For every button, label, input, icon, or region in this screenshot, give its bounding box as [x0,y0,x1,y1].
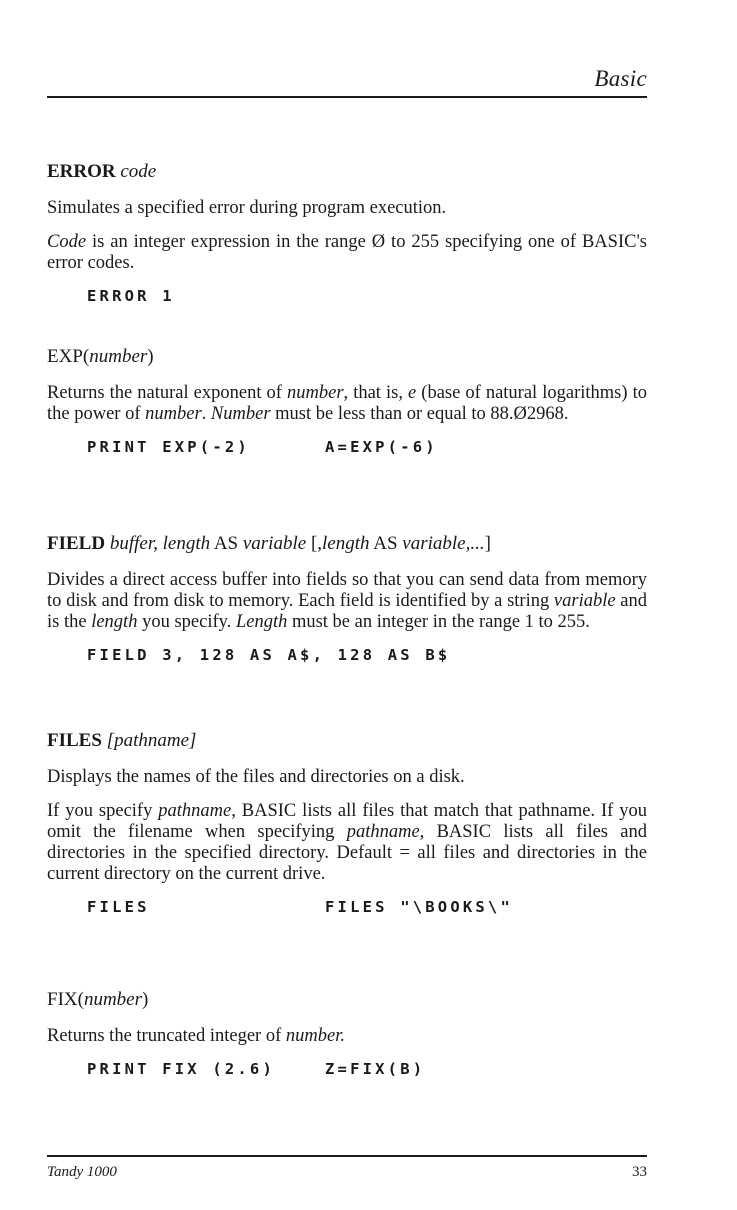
entry-fix [47,988,647,1079]
description: Returns the natural exponent of number, that is, e (base of natural logarithms) to the power of number. Number must be less than or equal to 88.Ø2968. [47,383,647,424]
code-example-row [47,897,647,917]
description: If you specify pathname, BASIC lists all files that match that pathname. If you omit the filename when specifying pathname, BASIC lists all files and directories in the specified directory. Default = all files and directories in the current directory on the current drive. [47,801,647,884]
entry-title-files: FILES [pathname] [47,730,197,751]
code-example: ERROR 1 [87,287,175,305]
code-example: A=EXP(-6) [325,438,438,456]
description: Simulates a specified error during program execution. [47,198,447,218]
argument: code [120,161,157,182]
running-header: Basic [594,66,647,91]
keyword: ERROR [47,161,116,182]
entry-title-exp: EXP(number) [47,346,154,367]
header-rule [47,96,647,98]
description: Divides a direct access buffer into fields so that you can send data from memory to disk and from disk to memory. Each field is identified by a string variable and is the length you specify. Length must be an integer in the range 1 to 255. [47,570,647,632]
code-example: FILES [87,898,150,916]
code-example: PRINT EXP(-2) [87,438,250,456]
page-number: 33 [632,1164,647,1180]
entry-files [47,729,647,917]
code-example-row [47,437,647,457]
entry-exp [47,345,647,457]
description: Displays the names of the files and directories on a disk. [47,767,465,787]
description: Code is an integer expression in the range Ø to 255 specifying one of BASIC's error codes. [47,232,647,273]
entry-title-fix: FIX(number) [47,989,149,1010]
code-example: Z=FIX(B) [325,1060,426,1078]
entry-field [47,532,647,665]
entry-error [47,160,647,306]
entry-title-error [47,160,647,184]
entry-title-field: FIELD buffer, length AS variable [,length AS variable,...] [47,533,491,554]
code-example: PRINT FIX (2.6) [87,1060,275,1078]
footer-title: Tandy 1000 [47,1164,117,1180]
footer-rule [47,1155,647,1157]
code-example-row [47,1059,647,1079]
code-example: FILES "\BOOKS\" [325,898,513,916]
code-example: FIELD 3, 128 AS A$, 128 AS B$ [87,646,451,664]
description: Returns the truncated integer of number. [47,1026,345,1046]
